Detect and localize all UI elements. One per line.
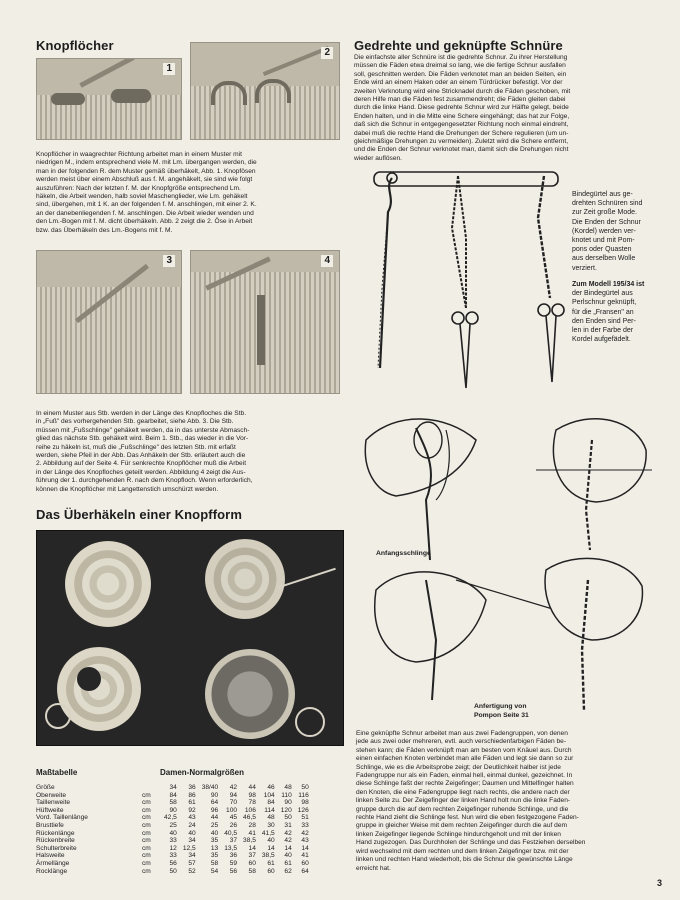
size-table-cell: 54 <box>210 867 219 875</box>
text-line: erreicht hat. <box>356 864 391 872</box>
size-table-unit: cm <box>142 867 151 875</box>
size-table-row <box>36 868 312 876</box>
text-line: In einem Muster aus Stb. werden in der Länge des Knopfloches die Stb. <box>36 410 247 417</box>
size-table-cell: 13,5 <box>224 844 238 852</box>
text-line: können die Knopflöcher mit Langettenstich umschürzt werden. <box>36 485 219 493</box>
text-line: gruppe durch die auf dem rechten Zeigefinger ruhende Schlinge, und die <box>356 805 569 813</box>
text-line: Knopflöcher in waagrechter Richtung arbeitet man in einem Muster mit <box>36 151 242 158</box>
size-table-cell: 12,5 <box>182 844 196 852</box>
knotted-cord-illustration <box>356 400 652 726</box>
photo-label: 3 <box>163 255 175 267</box>
size-table-label: Rückenbreite <box>36 837 75 845</box>
heading-buttonholes: Knopflöcher <box>36 38 114 53</box>
size-table-label: Hüftweite <box>36 806 64 814</box>
size-table-cell: 86 <box>188 791 196 799</box>
text-line: Kordel aufgefädelt. <box>572 336 631 344</box>
caption-pompon <box>474 702 529 720</box>
size-table-label: Rückenlänge <box>36 829 75 837</box>
size-table-cell: 38,5 <box>261 852 275 860</box>
size-table-cell: 42 <box>229 784 238 791</box>
text-line: wird wechselnd mit dem rechten und dem linken Zeigefinger bzw. mit der <box>356 847 569 855</box>
size-table-cell: 35 <box>210 837 219 845</box>
size-table-cell: 96 <box>210 806 219 814</box>
size-table-cell: 90 <box>169 806 177 814</box>
size-table-row <box>36 784 312 792</box>
size-table-unit: cm <box>142 799 151 807</box>
size-table-unit: cm <box>142 829 151 837</box>
size-table-cell: 38/40 <box>201 784 219 791</box>
size-table-label: Brusttiefe <box>36 821 64 829</box>
size-table-cell: 84 <box>169 791 177 799</box>
size-table-cell: 25 <box>169 821 177 829</box>
text-line: Hand zugezogen. Das Durchholen der Schlinge und das Festziehen derselben <box>356 839 586 847</box>
size-table-cell: 42,5 <box>164 814 177 822</box>
size-table-cell: 51 <box>301 814 309 822</box>
size-table-row <box>36 799 312 807</box>
text-line: niedrigen M., indem entsprechend viele M. mit Lm. übergangen werden, die <box>36 159 257 167</box>
twisted-cord-illustration <box>354 168 574 428</box>
size-table-row <box>36 837 312 845</box>
para-buttonholes-horizontal <box>36 151 338 235</box>
size-table-cell: 58 <box>248 867 256 875</box>
size-table-cell: 42 <box>284 829 292 837</box>
text-line: auszuführen: Nach der letzten f. M. der Knopfgröße entsprechend Lm. <box>36 184 241 192</box>
text-line: führung der 1. durchgehenden R. nach dem Knopfloch. Wenn erforderlich, <box>36 477 253 485</box>
text-line: einen einfachen Knoten verbindet man alle Fäden und legt sie dann so zur <box>356 755 574 763</box>
size-table-cell: 100 <box>226 806 238 814</box>
size-table-cell: 44 <box>210 814 219 822</box>
size-table-label: Rocklänge <box>36 867 68 875</box>
size-table-cell: 37 <box>229 837 238 845</box>
text-line: linken und rechten Hand wiederholt, bis die Schnur die gewünschte Länge <box>356 856 573 864</box>
text-line: den Enden sind Per- <box>572 317 636 325</box>
size-table-cell: 40,5 <box>224 829 238 837</box>
text-line: Die Enden der Schnur <box>572 218 641 226</box>
text-line: knotet und mit Pom- <box>572 237 635 245</box>
size-table-cell: 64 <box>210 799 219 807</box>
size-table-cell: 110 <box>281 791 292 799</box>
size-table-cell: 34 <box>188 852 196 860</box>
photo-button-cover <box>36 530 344 746</box>
size-table-cell: 42 <box>301 829 309 837</box>
photo-buttonhole-4 <box>190 250 340 394</box>
size-table-cell: 90 <box>210 791 219 799</box>
size-table-label: Größe <box>36 784 55 791</box>
text-line: Pompon Seite 31 <box>474 712 529 719</box>
size-table-label: Oberweite <box>36 791 67 799</box>
size-table-cell: 14 <box>284 844 292 852</box>
text-line: an der danebenliegenden f. M. anschlingen. Die Arbeit wieder wenden und <box>36 209 254 217</box>
size-table-cell: 33 <box>301 821 309 829</box>
text-line: Eine geknüpfte Schnur arbeitet man aus zwei Fadengruppen, von denen <box>356 730 568 737</box>
text-line: Anfertigung von <box>474 703 527 710</box>
size-table-cell: 120 <box>280 806 292 814</box>
size-table-cell: 57 <box>188 859 196 867</box>
text-line: gruppe in gleicher Weise mit dem rechten Zeigefinger durch die auf dem <box>356 822 567 830</box>
para-twisted-cord <box>354 54 650 163</box>
text-line: bzw. das Überhäkeln des Lm.-Bogens mit f. M. <box>36 226 173 234</box>
size-table-cell: 92 <box>188 806 196 814</box>
text-line: zweiten Verknotung wird eine Stricknadel durch die Fäden geschoben, mit <box>354 87 571 95</box>
text-line: und die Enden der Schnur verknotet man, damit sich die Drehungen nicht <box>354 146 569 154</box>
heading-cords: Gedrehte und geknüpfte Schnüre <box>354 38 563 53</box>
text-line: pons oder Quasten <box>572 246 632 254</box>
size-table-cell: 114 <box>264 806 275 814</box>
page-number: 3 <box>657 878 663 888</box>
text-line: verziert. <box>572 264 597 272</box>
size-table-cell: 31 <box>284 821 292 829</box>
text-line: dabei muß die rechte Hand die Drehungen der Schere regulieren (um un- <box>354 129 569 137</box>
size-table-unit: cm <box>142 821 151 829</box>
size-table-unit: cm <box>142 859 151 867</box>
text-line: reihe zu häkeln ist, muß die „Fußschlinge" des letzten Stb. mit erfaßt <box>36 443 236 451</box>
size-table-cell: 56 <box>229 867 238 875</box>
size-table-row <box>36 807 312 815</box>
text-line: Enden halten, und in die Mitte eine Schere eingehängt; das hat zur Folge, <box>354 112 570 120</box>
size-table-cell: 30 <box>267 821 275 829</box>
text-line: aus derselben Wolle <box>572 255 636 263</box>
size-table-row <box>36 852 312 860</box>
photo-label: 2 <box>321 47 333 59</box>
text-line: Ende wird an einem Haken oder an einem Türdrücker befestigt. Vor der <box>354 79 563 87</box>
text-line: len in der Farbe der <box>572 327 634 335</box>
size-table-cell: 26 <box>229 821 238 829</box>
size-table-unit: cm <box>142 814 151 822</box>
size-table-cell: 14 <box>248 844 256 852</box>
text-line: Perlschnur geknüpft, <box>572 299 637 307</box>
size-table-row <box>36 792 312 800</box>
size-table-cell: 14 <box>301 844 309 852</box>
para-buttonholes-vertical <box>36 410 338 494</box>
text-line: (Kordel) werden ver- <box>572 227 636 235</box>
text-line: Die einfachste aller Schnüre ist die gedrehte Schnur. Zu ihrer Herstellung <box>354 54 568 61</box>
size-table-cell: 33 <box>169 852 177 860</box>
size-table-cell: 41,5 <box>261 829 275 837</box>
size-table-cell: 46 <box>267 784 275 791</box>
crochet-disc <box>205 539 285 619</box>
size-table-cell: 34 <box>188 837 196 845</box>
size-table-cell: 59 <box>229 859 238 867</box>
size-table-unit <box>139 784 161 792</box>
photo-label: 1 <box>163 63 175 75</box>
size-table-cell: 126 <box>297 806 309 814</box>
size-table-cell: 12 <box>169 844 177 852</box>
size-table-cell: 38,5 <box>243 837 256 845</box>
size-table-cell: 50 <box>169 867 177 875</box>
size-table-cell: 90 <box>284 799 292 807</box>
size-table-cell: 14 <box>267 844 275 852</box>
size-table-cell: 116 <box>298 791 309 799</box>
photo-buttonhole-2 <box>190 42 340 140</box>
size-table-title: Maßtabelle <box>36 768 78 777</box>
size-table-row <box>36 860 312 868</box>
size-table-cell: 61 <box>267 859 275 867</box>
button-form <box>205 649 295 739</box>
size-table-cell: 104 <box>263 791 275 799</box>
size-table-cell: 84 <box>267 799 275 807</box>
text-line: rechte Hand zieht die Schlinge fest. Nun wird die eben festgezogene Faden- <box>356 814 579 822</box>
size-table-cell: 42 <box>284 837 292 845</box>
size-table-cell: 25 <box>210 821 219 829</box>
text-line: Fadengruppe nur als ein Faden, einmal hell, einmal dunkel, gezeichnet. In <box>356 772 573 780</box>
text-line: stehen kann; die Fäden verknüpft man am besten vom Knäuel aus. Durch <box>356 746 572 754</box>
text-line: häkeln, die Arbeit wenden, halb soviel Maschenglieder, wie Lm. gehäkelt <box>36 193 248 201</box>
size-table-cell: 48 <box>284 784 292 791</box>
size-table-cell: 24 <box>188 821 196 829</box>
size-table-label: Halsweite <box>36 852 65 860</box>
text-line: linken Zeigefinger liegende Schlinge hindurchgeholt und mit der linken <box>356 830 561 838</box>
size-table-cell: 13 <box>210 844 219 852</box>
text-line: diese Schlinge faßt der rechte Zeigefinger; Daumen und Mittelfinger halten <box>356 780 574 788</box>
size-table-subtitle: Damen-Normalgrößen <box>160 768 245 777</box>
photo-buttonhole-3 <box>36 250 182 394</box>
size-table-cell: 61 <box>188 799 196 807</box>
text-line: linken Seite zu. Der Zeigefinger der linken Hand holt nun die linke Faden- <box>356 797 571 805</box>
text-line: der Bindegürtel aus <box>572 290 633 298</box>
size-table-row <box>36 830 312 838</box>
text-line: in „Fuß" des vorhergehenden Stb. gearbeitet, siehe Abb. 3. Die Stb. <box>36 418 234 426</box>
text-line: müssen mit „Fußschlinge" gehäkelt werden, da in das unterste Abmasch- <box>36 426 250 434</box>
size-table-cell: 35 <box>210 852 219 860</box>
size-table-cell: 78 <box>248 799 256 807</box>
text-line: deren Hilfe man die Fäden fest zusammendreht; die Fäden gleiten dabei <box>354 96 566 104</box>
text-line: für die „Fransen" an <box>572 308 634 316</box>
text-line: Bindegürtel aus ge- <box>572 191 633 198</box>
text-line: soll, geschnitten werden. Die Fäden verknotet man an beiden Seiten, ein <box>354 70 567 78</box>
text-line: den Lm.-Bogen mit f. M. dicht überhäkeln. Abb. 2 zeigt die 2. Öse in Arbeit <box>36 218 253 226</box>
text-line: 2. Abbildung auf der Seite 4. Für senkrechte Knopflöcher muß die Arbeit <box>36 460 247 468</box>
size-table-cell: 40 <box>267 837 275 845</box>
text-line: glied das nächste Stb. gehäkelt wird. Beim 1. Stb., das wieder in die Vor- <box>36 435 249 443</box>
size-table-unit: cm <box>142 852 151 860</box>
text-line: drehten Schnüren sind <box>572 200 643 208</box>
size-table-cell: 36 <box>188 784 196 791</box>
text-line: gleichmäßige Drehungen zu vermeiden). Zuletzt wird die Schere entfernt, <box>354 138 569 146</box>
size-table-cell: 40 <box>284 852 292 860</box>
size-table-cell: 70 <box>229 799 238 807</box>
size-table-cell: 64 <box>301 867 309 875</box>
text-line: sind, übergehen, mit 1 K. an der folgenden f. M. anschlingen, mit einer 2. K. <box>36 201 257 209</box>
size-table-cell: 33 <box>169 837 177 845</box>
size-table-cell: 37 <box>248 852 256 860</box>
size-table-cell: 52 <box>188 867 196 875</box>
text-line: müssen die Fäden etwa dreimal so lang, wie die fertige Schnur ausfallen <box>354 62 566 70</box>
text-line: durch die linke Hand. Diese gedrehte Schnur wird zur Hälfte gelegt, beide <box>354 104 569 112</box>
heading-button-cover: Das Überhäkeln einer Knopfform <box>36 507 242 522</box>
size-table-label: Schulterbreite <box>36 844 77 852</box>
size-table-cell: 43 <box>301 837 309 845</box>
size-table-row <box>36 822 312 830</box>
size-table-cell: 50 <box>284 814 292 822</box>
size-table-cell: 94 <box>229 791 238 799</box>
size-table-unit: cm <box>142 791 151 799</box>
size-table-cell: 45 <box>229 814 238 822</box>
size-table-cell: 48 <box>267 814 275 822</box>
text-line: man in der folgenden R. dem Muster gemäß überhäkelt, Abb. 1. Knopfösen <box>36 167 256 175</box>
size-table-cell: 43 <box>188 814 196 822</box>
text-line: werden, siehe Pfeil in der Abb. Das Anhäkeln der Stb. erläutert auch die <box>36 452 246 460</box>
size-table-row <box>36 814 312 822</box>
photo-buttonhole-1 <box>36 58 182 140</box>
size-table-cell: 50 <box>301 784 309 791</box>
size-table-cell: 44 <box>248 784 256 791</box>
size-table <box>36 784 312 875</box>
size-table-label: Ärmellänge <box>36 859 70 867</box>
side-note-model <box>572 280 654 344</box>
size-table-label: Vord. Taillenlänge <box>36 814 88 822</box>
size-table-cell: 46,5 <box>243 814 256 822</box>
size-table-unit: cm <box>142 806 151 814</box>
para-knotted-cord <box>356 730 652 873</box>
size-table-unit: cm <box>142 844 151 852</box>
size-table-cell: 41 <box>301 852 309 860</box>
size-table-cell: 60 <box>301 859 309 867</box>
side-note-belts <box>572 190 654 273</box>
size-table-cell: 60 <box>267 867 275 875</box>
photo-label: 4 <box>321 255 333 267</box>
crochet-disc <box>65 541 151 627</box>
size-table-cell: 58 <box>169 799 177 807</box>
size-table-cell: 41 <box>248 829 256 837</box>
size-table-cell: 106 <box>244 806 256 814</box>
size-table-cell: 40 <box>188 829 196 837</box>
size-table-cell: 36 <box>229 852 238 860</box>
size-table-cell: 60 <box>248 859 256 867</box>
size-table-cell: 58 <box>210 859 219 867</box>
text-line: daß sich die Schnur in entgegengesetzter Richtung noch einmal eindreht, <box>354 121 569 129</box>
caption-start-loop: Anfangsschlinge <box>376 550 431 557</box>
size-table-unit: cm <box>142 837 151 845</box>
text-line: wieder auflösen. <box>354 154 403 162</box>
size-table-cell: 61 <box>284 859 292 867</box>
text-line: werden meist über einem Abschluß aus f. M. angehäkelt, sie sind wie folgt <box>36 176 253 184</box>
size-table-cell: 62 <box>284 867 292 875</box>
text-line: zur Zeit große Mode. <box>572 209 637 217</box>
size-table-cell: 34 <box>169 784 177 791</box>
text-line: jede aus zwei oder mehreren, evtl. auch verschiedenfarbigen Fäden be- <box>356 738 567 746</box>
size-table-row <box>36 845 312 853</box>
text-line: den Knoten, die eine Fadengruppe liegt nach rechts, die andere nach der <box>356 788 570 796</box>
size-table-cell: 56 <box>169 859 177 867</box>
size-table-cell: 28 <box>248 821 256 829</box>
size-table-cell: 40 <box>169 829 177 837</box>
size-table-cell: 40 <box>210 829 219 837</box>
text-line: Schlinge, wie es die Arbeitsprobe zeigt; der Deutlichkeit halber ist jede <box>356 763 561 771</box>
text-line: in der Länge des Knopfloches geteilt werden. Abbildung 4 zeigt die Aus- <box>36 468 246 476</box>
text-line: Zum Modell 195/34 ist <box>572 281 645 288</box>
size-table-label: Taillenweite <box>36 799 71 807</box>
size-table-cell: 98 <box>301 799 309 807</box>
size-table-cell: 98 <box>248 791 256 799</box>
